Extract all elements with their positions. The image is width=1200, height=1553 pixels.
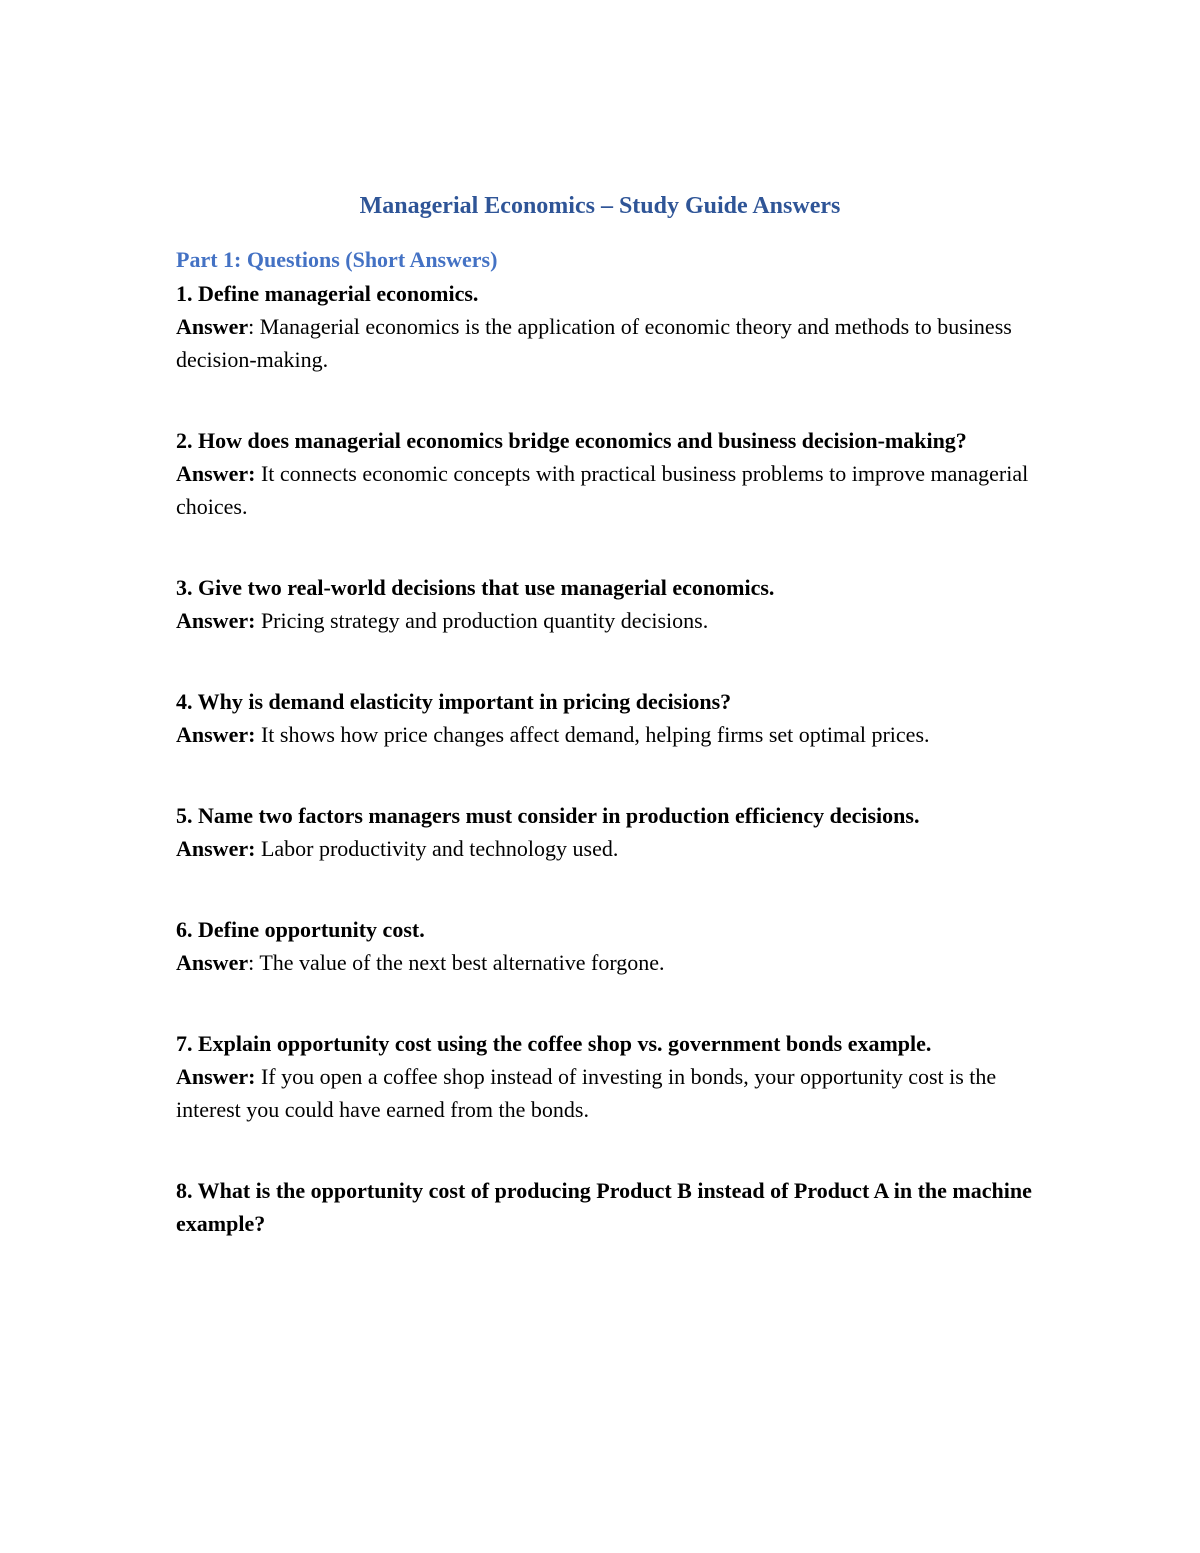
qa-item-5 xyxy=(176,799,1036,865)
qa-item-2 xyxy=(176,424,1036,523)
answer-text: Managerial economics is the application of economic theory and methods to business decision-making. xyxy=(176,314,1012,372)
answer-label: Answer xyxy=(176,1064,249,1089)
question-1: 1. Define managerial economics. xyxy=(176,281,479,306)
qa-item-4 xyxy=(176,685,1036,751)
answer-text: The value of the next best alternative forgone. xyxy=(254,950,665,975)
answer-label: Answer xyxy=(176,314,249,339)
answer-2 xyxy=(176,457,1036,523)
answer-label-suffix: : xyxy=(248,608,256,633)
answer-text: Labor productivity and technology used. xyxy=(255,836,619,861)
section-heading: Part 1: Questions (Short Answers) xyxy=(176,247,498,272)
answer-label-suffix: : xyxy=(248,722,256,747)
question-7: 7. Explain opportunity cost using the coffee shop vs. government bonds example. xyxy=(176,1031,932,1056)
answer-3 xyxy=(176,604,1036,637)
answer-label: Answer xyxy=(176,950,249,975)
document-title: Managerial Economics – Study Guide Answers xyxy=(359,193,841,219)
question-2: 2. How does managerial economics bridge economics and business decision-making? xyxy=(176,428,967,453)
answer-label: Answer xyxy=(176,836,249,861)
answer-5 xyxy=(176,832,1036,865)
answer-1 xyxy=(176,310,1036,376)
answer-text: It connects economic concepts with practical business problems to improve managerial choices. xyxy=(176,461,1029,519)
answer-label-suffix: : xyxy=(248,836,256,861)
answer-4 xyxy=(176,718,1036,751)
document-body xyxy=(176,243,1036,1288)
answer-6 xyxy=(176,946,1036,979)
qa-item-7 xyxy=(176,1027,1036,1126)
qa-item-6 xyxy=(176,913,1036,979)
answer-label: Answer xyxy=(176,608,249,633)
question-3: 3. Give two real-world decisions that use managerial economics. xyxy=(176,575,775,600)
question-6: 6. Define opportunity cost. xyxy=(176,917,425,942)
answer-7 xyxy=(176,1060,1036,1126)
answer-label-suffix: : xyxy=(248,950,255,975)
question-4: 4. Why is demand elasticity important in pricing decisions? xyxy=(176,689,732,714)
answer-text: It shows how price changes affect demand, helping firms set optimal prices. xyxy=(255,722,930,747)
qa-item-3 xyxy=(176,571,1036,637)
question-8: 8. What is the opportunity cost of producing Product B instead of Product A in the machine example? xyxy=(176,1178,1032,1236)
answer-text: If you open a coffee shop instead of investing in bonds, your opportunity cost is the interest you could have earned from the bonds. xyxy=(176,1064,997,1122)
qa-item-8 xyxy=(176,1174,1036,1240)
answer-label-suffix: : xyxy=(248,1064,256,1089)
answer-label-suffix: : xyxy=(248,461,256,486)
answer-label: Answer xyxy=(176,722,249,747)
qa-item-1 xyxy=(176,277,1036,376)
question-5: 5. Name two factors managers must consider in production efficiency decisions. xyxy=(176,803,920,828)
answer-label: Answer xyxy=(176,461,249,486)
answer-label-suffix: : xyxy=(248,314,255,339)
answer-text: Pricing strategy and production quantity decisions. xyxy=(255,608,709,633)
